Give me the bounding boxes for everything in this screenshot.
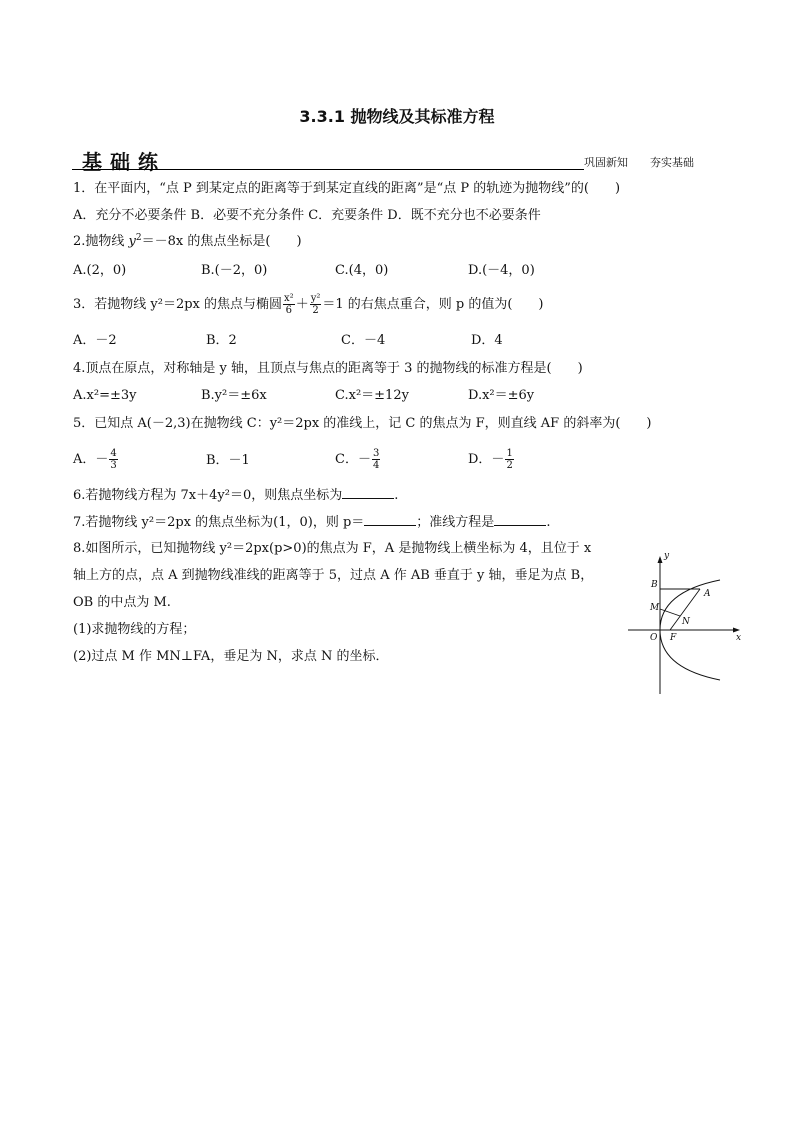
parabola-figure [624,552,754,697]
q5-option-d [468,448,515,471]
q3-frac1-den: 6 [285,305,293,316]
q1-options: A．充分不必要条件 B．必要不充分条件 C．充要条件 D．既不充分也不必要条件 [73,208,541,223]
q5-option-d-num: 1 [506,448,513,459]
q6-text: 6.若抛物线方程为 7x＋4y²＝0，则焦点坐标为 [73,488,343,503]
q3-option-c: C．－4 [341,333,386,348]
q5-option-d-fraction [505,448,513,471]
q8-part2: (2)过点 M 作 MN⊥FA，垂足为 N，求点 N 的坐标． [73,649,389,664]
q5-option-c-prefix: C．－ [335,452,371,467]
q5-option-a-den: 3 [110,460,117,471]
y-axis-arrow [658,556,663,563]
q2-option-b: B.(－2，0) [201,263,268,278]
q2-option-c: C.(4，0) [335,263,389,278]
q3-fraction-x [283,293,295,316]
q8-part1: (1)求抛物线的方程； [73,622,196,637]
q7-stem [73,513,550,532]
x-axis-arrow [733,628,740,633]
q5-option-d-den: 2 [506,460,513,471]
q4-option-b: B.y²＝±6x [201,388,267,403]
q1-stem: 1．在平面内，“点 P 到某定点的距离等于到某定直线的距离”是“点 P 的轨迹为抛物线”的( ) [73,181,621,196]
q3-stem-eq: y²＝2px 的焦点与椭圆 [150,297,283,312]
q5-option-c-den: 4 [372,460,380,471]
label-a: A [704,589,711,599]
q4-option-a: A.x²=±3y [73,388,137,403]
q5-options [73,442,733,476]
q3-stem-post: ＝1 的右焦点重合，则 p 的值为( ) [322,297,544,312]
label-o: O [650,633,658,643]
q7-end: . [546,515,551,530]
q7-text: 7.若抛物线 y²＝2px 的焦点坐标为(1，0)，则 p＝ [73,515,365,530]
q7-answer-blank-directrix [494,513,546,526]
q3-plus: ＋ [295,297,309,312]
q3-stem-pre: 3．若抛物线 [73,297,151,312]
label-y: y [664,552,670,561]
q6-stem [73,486,398,505]
label-f: F [670,633,677,643]
q7-mid: ；准线方程是 [416,515,495,530]
q5-option-a-prefix: A．－ [73,452,109,467]
page-title: 3.3.1 抛物线及其标准方程 [299,107,495,126]
section-rule [72,169,584,170]
q8-line3: OB 的中点为 M. [73,595,171,610]
section-header [72,146,732,174]
q7-answer-blank-p [364,513,416,526]
q2-stem [73,233,302,251]
q2-stem-var: y [128,234,136,249]
q3-frac2-num: y² [310,293,321,304]
section-subtitle: 巩固新知 夯实基础 [584,156,694,169]
q5-option-a-fraction [109,448,117,471]
q2-stem-post: ＝－8x 的焦点坐标是( ) [141,234,302,249]
q4-stem: 4.顶点在原点，对称轴是 y 轴，且顶点与焦点的距离等于 3 的抛物线的标准方程是( ) [73,361,583,376]
q5-option-a-num: 4 [110,448,117,459]
q4-option-c: C.x²＝±12y [335,388,409,403]
q3-frac1-num: x² [284,293,294,304]
q2-stem-exp: 2 [135,233,142,243]
q5-stem: 5．已知点 A(－2,3)在抛物线 C：y²＝2px 的准线上，记 C 的焦点为 F，则直线 AF 的斜率为( ) [73,416,652,431]
section-label: 基础练 [82,150,166,174]
q5-option-c-fraction [372,448,380,471]
q5-option-d-prefix: D．－ [468,452,505,467]
q3-option-d: D．4 [471,333,503,348]
q8-line2: 轴上方的点，点 A 到抛物线准线的距离等于 5，过点 A 作 AB 垂直于 y 轴，垂足为点 B， [73,568,594,583]
q5-option-c [335,448,381,471]
q6-end: . [394,488,399,503]
q4-option-d: D.x²＝±6y [468,388,535,403]
q3-stem [73,293,544,316]
q3-option-b: B．2 [206,333,237,348]
q3-frac2-den: 2 [312,305,319,316]
label-b: B [651,580,658,590]
q2-option-a: A.(2，0) [73,263,127,278]
q5-option-a [73,448,119,471]
q2-stem-pre: 2.抛物线 [73,234,129,249]
q2-option-d: D.(－4，0) [468,263,535,278]
q3-fraction-y [310,293,322,316]
label-m: M [650,603,660,613]
label-x: x [736,633,742,643]
q6-answer-blank [342,486,394,499]
q5-option-b: B．－1 [206,453,250,468]
q8-line1: 8.如图所示，已知抛物线 y²＝2px(p>0)的焦点为 F，A 是抛物线上横坐标为 4，且位于 x [73,541,592,556]
q3-option-a: A．－2 [73,333,117,348]
label-n: N [682,617,690,627]
q5-option-c-num: 3 [372,448,380,459]
